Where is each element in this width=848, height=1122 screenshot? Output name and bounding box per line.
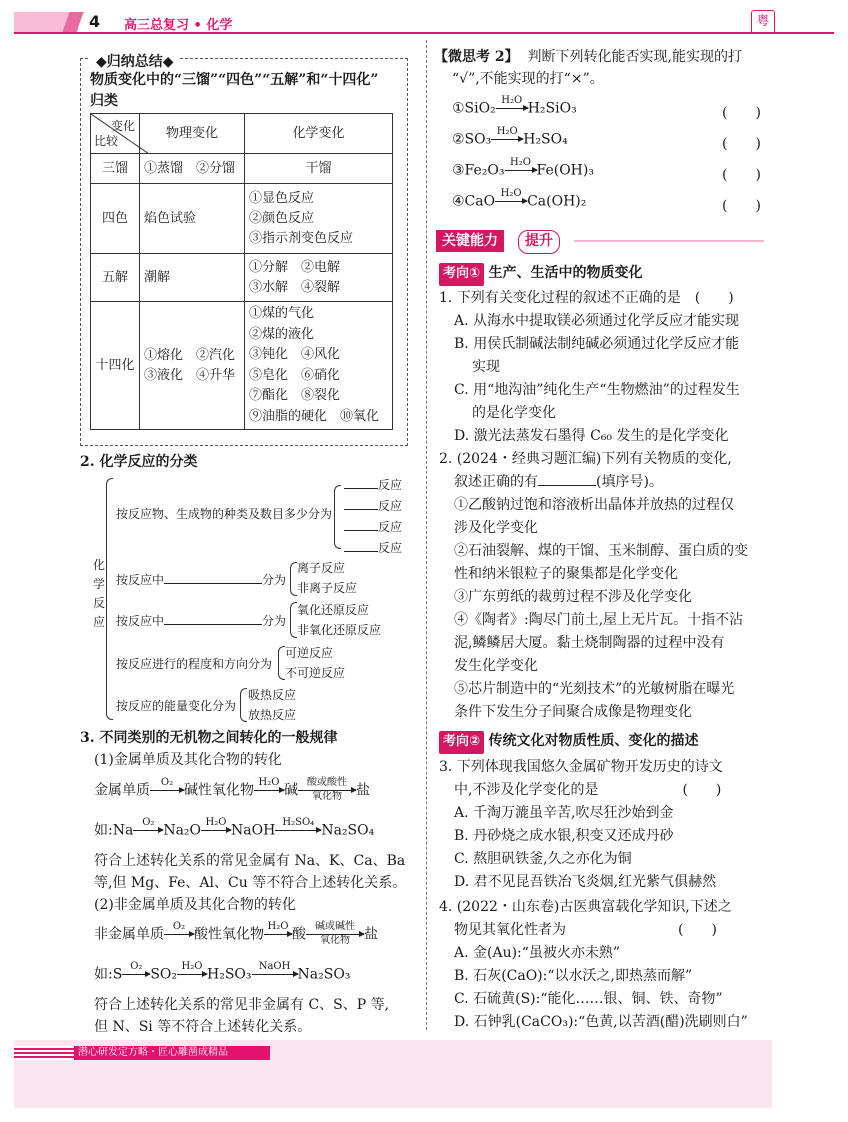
branch3-items: 氧化还原反应 非氧化还原反应 [297, 603, 382, 637]
q2-line: 性和纳米银粒子的聚集都是化学变化 [454, 566, 678, 582]
banner-rule [574, 240, 764, 242]
branch2-brace [290, 562, 297, 596]
row-name: 五解 [91, 254, 140, 302]
branch3-brace [290, 602, 297, 638]
chem-item: ②煤的液化 [249, 326, 315, 342]
page-number: 4 [89, 12, 101, 31]
metal-text-1: 符合上述转化关系的常见金属有 Na、K、Ca、Ba [94, 853, 406, 869]
header-title: 高三总复习 • 化学 [124, 18, 233, 33]
q2-line: 发生化学变化 [454, 658, 538, 674]
row-chemical [245, 254, 393, 302]
q3-stem-2: 中,不涉及化学变化的是 ( ) [454, 782, 722, 798]
branch1-brace [334, 485, 341, 549]
footer-stripes [14, 1046, 74, 1060]
section3-title: 3. 不同类别的无机物之间转化的一般规律 [80, 730, 338, 746]
q2-line: 涉及化学变化 [454, 520, 538, 536]
footer-slogan: 潜心研发定方略・匠心雕凿成精品 [14, 1046, 270, 1060]
think-item: ③Fe₂O₃ H₂O Fe(OH)₃ [452, 157, 594, 179]
chem-item: ①显色反应 [249, 190, 315, 206]
think-item: ①SiO₂ H₂O H₂SiO₃ [452, 95, 577, 117]
q2-line: ⑤芯片制造中的“光刻技术”的光敏树脂在曝光 [454, 681, 735, 697]
summary-title: ◆归纳总结◆ [90, 51, 180, 71]
branch-2: 按反应中 分为 [116, 573, 287, 587]
q1-option-c-cont: 的是化学变化 [472, 405, 556, 421]
branch4-brace [278, 646, 285, 680]
q4-option-c: C. 石硫黄(S):“能化……银、铜、铁、奇物” [454, 991, 723, 1007]
row-name: 十四化 [91, 302, 140, 430]
summary-subtitle: 物质变化中的“三馏”“四色”“五解”和“十四化” [90, 72, 379, 88]
row-chemical: 干馏 [245, 154, 393, 184]
nonmetal-example: 如:S O₂ SO₂ H₂O H₂SO₃ NaOH Na₂SO₃ [94, 961, 351, 983]
summary-subtitle-2: 归类 [90, 93, 118, 109]
q1-stem: 1. 下列有关变化过程的叙述不正确的是 ( ) [439, 290, 734, 306]
root-brace [106, 478, 113, 720]
chem-item: ⑤皂化 ⑥硝化 [249, 367, 341, 383]
section2-title: 2. 化学反应的分类 [80, 454, 198, 470]
q3-option-a: A. 千淘万漉虽辛苦,吹尽狂沙始到金 [454, 805, 674, 821]
q3-stem: 3. 下列体现我国悠久金属矿物开发历史的诗文 [439, 759, 723, 775]
chem-item: ③指示剂变色反应 [249, 230, 354, 246]
chem-item: ①煤的气化 [249, 306, 315, 321]
q2-line: 泥,鳞鳞居大厦。黏土烧制陶器的过程中没有 [454, 635, 725, 651]
branch-4: 按反应进行的程度和方向分为 [116, 657, 273, 671]
direction-1-heading: 考向① 生产、生活中的物质变化 [439, 262, 642, 286]
think-answer-paren: ( ) [722, 136, 761, 152]
q2-stem: 2. (2024・经典习题汇编)下列有关物质的变化, [439, 451, 732, 467]
row-name: 三馏 [91, 154, 140, 184]
direction-tag: 考向② [439, 731, 484, 754]
think-item: ④CaO H₂O Ca(OH)₂ [452, 188, 587, 210]
row-physical: ①蒸馏 ②分馏 [140, 154, 245, 184]
q2-line: ④《陶者》:陶尽门前土,屋上无片瓦。十指不沾 [454, 612, 744, 628]
summary-table [90, 113, 393, 430]
table-corner-cell [91, 114, 140, 154]
q2-stem-2: 叙述正确的有 (填序号)。 [454, 474, 663, 490]
section3-sub2: (2)非金属单质及其化合物的转化 [94, 897, 296, 913]
row-physical: 焰色试验 [140, 184, 245, 254]
col-header-physical: 物理变化 [140, 114, 245, 154]
q1-option-b: B. 用侯氏制碱法制纯碱必须通过化学反应才能 [454, 336, 740, 352]
think-line-1: 【微思考 2】 判断下列转化能否实现,能实现的打 [434, 49, 742, 65]
column-divider [426, 40, 427, 1030]
q1-option-a: A. 从海水中提取镁必须通过化学反应才能实现 [454, 313, 740, 329]
q2-line: ②石油裂解、煤的干馏、玉米制醇、蛋白质的变 [454, 543, 748, 559]
direction-tag: 考向① [439, 263, 484, 286]
classify-root: 化 学 反 应 [93, 558, 106, 629]
branch-3: 按反应中 分为 [116, 614, 287, 628]
branch5-brace [240, 688, 247, 722]
nonmetal-text-1: 符合上述转化关系的常见非金属有 C、S、P 等, [94, 997, 390, 1013]
q3-option-d: D. 君不见昆吾铁冶飞炎烟,红光紫气俱赫然 [454, 874, 717, 890]
chem-item: ②颜色反应 [249, 210, 315, 226]
chem-item: ⑦酯化 ⑧裂化 [249, 388, 341, 403]
corner-bottom-label: 比较 [94, 134, 119, 148]
q4-stem-2: 物见其氧化性者为 ( ) [454, 922, 717, 938]
think-answer-paren: ( ) [722, 167, 761, 183]
nonmetal-text-2: 但 N、Si 等不符合上述转化关系。 [94, 1019, 312, 1035]
chem-item: ③钝化 ④风化 [249, 347, 341, 362]
row-chemical [245, 302, 393, 430]
chem-item: ①分解 ②电解 [249, 259, 341, 275]
q4-option-b: B. 石灰(CaO):“以水沃之,即热蒸而解” [454, 968, 693, 984]
col-header-chemical: 化学变化 [245, 114, 393, 154]
chem-item: ⑨油脂的硬化 ⑩氧化 [249, 408, 380, 424]
branch-5: 按反应的能量变化分为 [116, 699, 237, 713]
branch-1: 按反应物、生成物的种类及数目多少分为 [116, 507, 333, 521]
think-answer-paren: ( ) [722, 198, 761, 214]
branch5-items: 吸热反应 放热反应 [248, 688, 297, 722]
row-name: 四色 [91, 184, 140, 254]
metal-example: 如:Na O₂ Na₂O H₂O NaOH H₂SO₄ Na₂SO₄ [94, 817, 375, 839]
corner-top-label: 变化 [110, 119, 135, 133]
q4-option-a: A. 金(Au):“虽被火亦未熟” [454, 945, 621, 961]
nonmetal-chain: 非金属单质 O₂ 酸性氧化物 H₂O 酸 碱或碱性 氧化物 盐 [94, 921, 378, 946]
q2-line: 条件下发生分子间聚合成像是物理变化 [454, 704, 692, 720]
improve-label: 提升 [518, 230, 560, 254]
region-badge: 粤 [751, 10, 775, 34]
branch1-items: 反应 反应 反应 反应 [344, 475, 402, 559]
q3-option-b: B. 丹砂烧之成水银,积变又还成丹砂 [454, 828, 674, 844]
chem-item: ③水解 ④裂解 [249, 279, 341, 295]
key-ability-banner [436, 230, 580, 252]
q1-option-b-cont: 实现 [472, 359, 500, 375]
q2-line: ①乙酸钠过饱和溶液析出晶体并放热的过程仅 [454, 497, 734, 513]
row-chemical [245, 184, 393, 254]
think-line-2: “√”,不能实现的打“×”。 [452, 71, 604, 87]
metal-chain: 金属单质 O₂ 碱性氧化物 H₂O 碱 酸或酸性 氧化物 盐 [94, 777, 370, 802]
section3-sub1: (1)金属单质及其化合物的转化 [94, 752, 282, 768]
think-item: ②SO₃ H₂O H₂SO₄ [452, 126, 568, 148]
phys-item: ①熔化 ②汽化 ③液化 ④升华 [144, 347, 236, 383]
q1-option-c: C. 用“地沟油”纯化生产“生物燃油”的过程发生 [454, 382, 740, 398]
row-physical [140, 302, 245, 430]
branch4-items: 可逆反应 不可逆反应 [285, 646, 346, 680]
q1-option-d: D. 激光法蒸发石墨得 C₆₀ 发生的是化学变化 [454, 428, 729, 444]
q2-line: ③广东剪纸的裁剪过程不涉及化学变化 [454, 589, 692, 605]
key-ability-label: 关键能力 [436, 230, 504, 252]
metal-text-2: 等,但 Mg、Fe、Al、Cu 等不符合上述转化关系。 [94, 875, 407, 891]
direction-2-heading: 考向② 传统文化对物质性质、变化的描述 [439, 730, 698, 754]
think-answer-paren: ( ) [722, 105, 761, 121]
q3-option-c: C. 熬胆矾铁釜,久之亦化为铜 [454, 851, 632, 867]
branch2-items: 离子反应 非离子反应 [297, 561, 358, 595]
q4-stem: 4. (2022・山东卷)古医典富载化学知识,下述之 [439, 899, 732, 915]
q4-option-d: D. 石钟乳(CaCO₃):“色黄,以苦酒(醋)洗刷则白” [454, 1014, 748, 1030]
row-physical: 潮解 [140, 254, 245, 302]
